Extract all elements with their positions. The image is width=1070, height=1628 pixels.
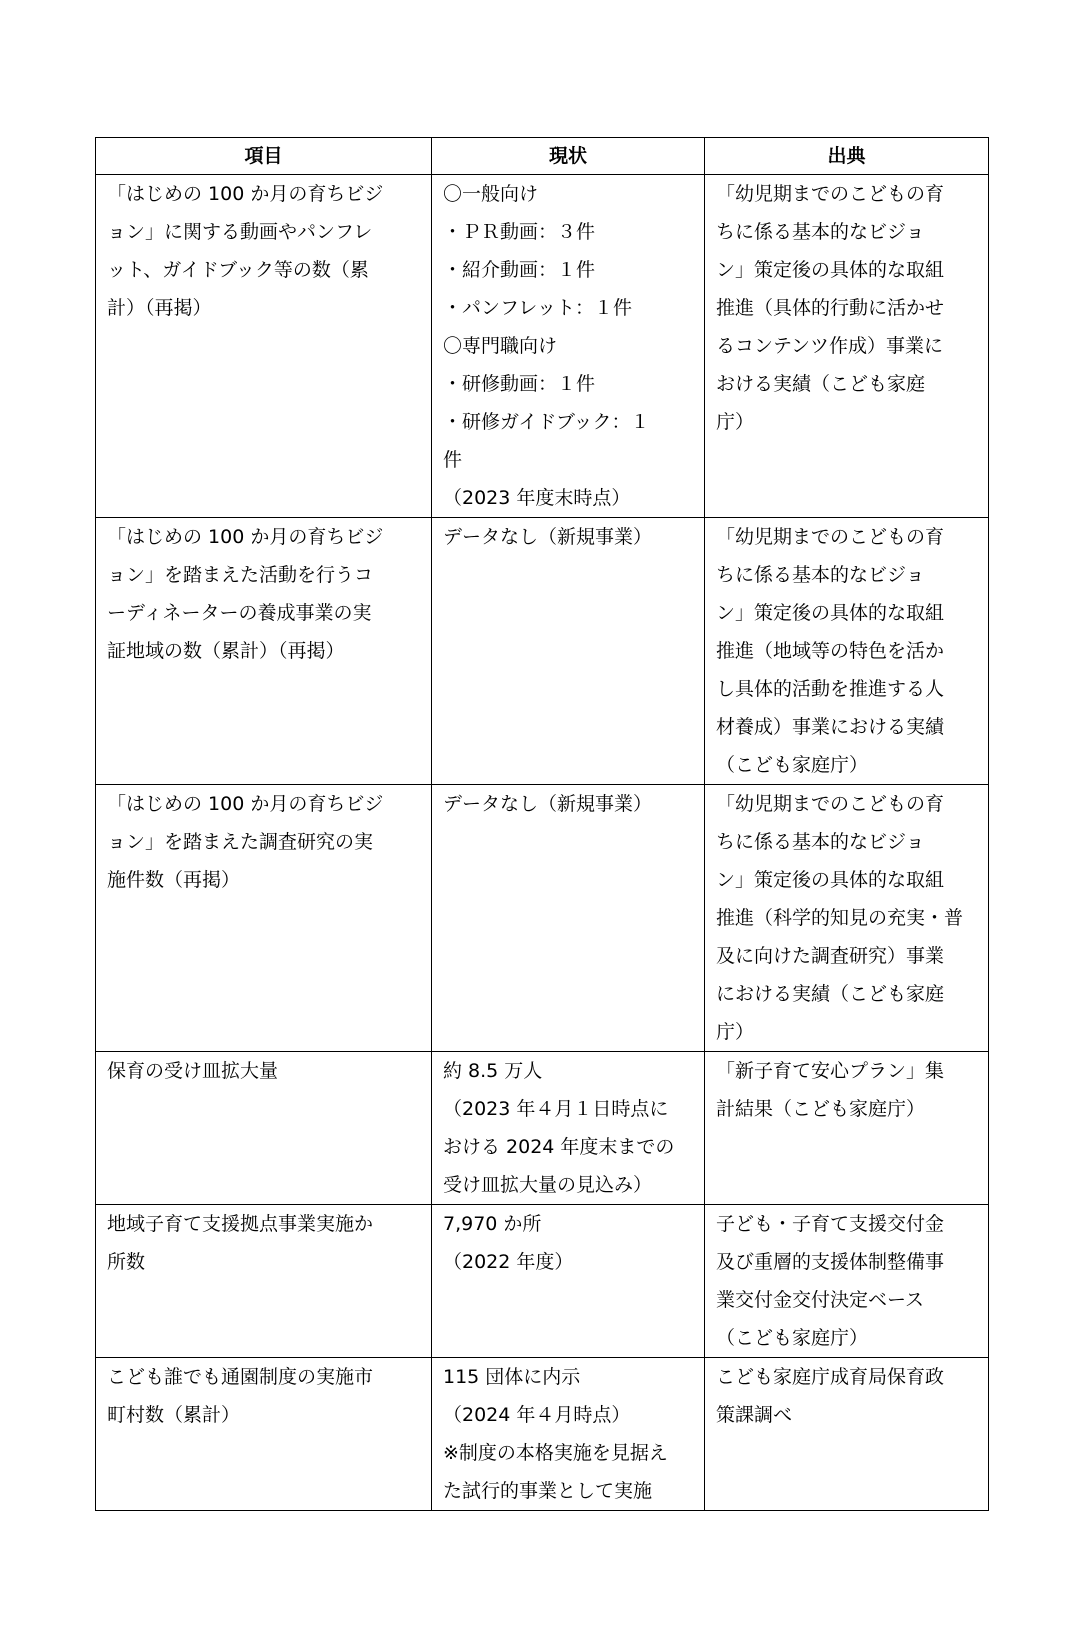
status-line: 115 団体に内示 (443, 1366, 581, 1388)
item-line: 施件数（再掲） (107, 869, 241, 891)
status-line: 7,970 か所 (443, 1213, 542, 1235)
source-cell (705, 175, 989, 518)
header-status: 現状 (432, 138, 705, 175)
item-cell (96, 175, 432, 518)
item-line: ョン」に関する動画やパンフレ (107, 221, 373, 243)
source-line: 「幼児期までのこどもの育 (716, 526, 945, 548)
status-cell (432, 175, 705, 518)
item-cell (96, 1205, 432, 1358)
item-line: 所数 (107, 1251, 146, 1273)
status-line: た試行的事業として実施 (443, 1480, 653, 1502)
status-line: データなし（新規事業） (443, 526, 653, 548)
status-line: 〇一般向け (443, 183, 539, 205)
source-line: ちに係る基本的なビジョ (716, 221, 925, 243)
status-line: 〇専門職向け (443, 335, 558, 357)
source-line: 「幼児期までのこどもの育 (716, 793, 945, 815)
source-line: 推進（地域等の特色を活か (716, 640, 945, 662)
source-cell (705, 1358, 989, 1511)
source-line: 「新子育て安心プラン」集 (716, 1060, 945, 1082)
source-line: ン」策定後の具体的な取組 (716, 259, 945, 281)
status-line: （2024 年４月時点） (443, 1404, 631, 1426)
status-line: おける 2024 年度末までの (443, 1136, 675, 1158)
source-line: ちに係る基本的なビジョ (716, 831, 925, 853)
source-line: おける実績（こども家庭 (716, 373, 926, 395)
status-line: （2023 年４月１日時点に (443, 1098, 669, 1120)
item-line: こども誰でも通園制度の実施市 (107, 1366, 374, 1388)
source-line: ちに係る基本的なビジョ (716, 564, 925, 586)
status-line: 約 8.5 万人 (443, 1060, 543, 1082)
status-line: ※制度の本格実施を見据え (443, 1442, 668, 1464)
header-item: 項目 (96, 138, 432, 175)
source-line: 子ども・子育て支援交付金 (716, 1213, 945, 1235)
item-line: 「はじめの 100 か月の育ちビジ (107, 183, 384, 205)
table-row (96, 175, 989, 518)
source-line: し具体的活動を推進する人 (716, 678, 945, 700)
source-line: こども家庭庁成育局保育政 (716, 1366, 945, 1388)
table-row (96, 785, 989, 1052)
table-row (96, 1052, 989, 1205)
item-line: 「はじめの 100 か月の育ちビジ (107, 526, 384, 548)
source-line: 推進（科学的知見の充実・普 (716, 907, 964, 929)
table-row (96, 518, 989, 785)
source-line: 庁） (716, 411, 755, 433)
source-line: ン」策定後の具体的な取組 (716, 602, 945, 624)
source-line: 計結果（こども家庭庁） (716, 1098, 926, 1120)
source-line: 業交付金交付決定ベース (716, 1289, 925, 1311)
status-line: 受け皿拡大量の見込み） (443, 1174, 653, 1196)
item-line: 証地域の数（累計）（再掲） (107, 640, 345, 662)
source-line: 「幼児期までのこどもの育 (716, 183, 945, 205)
source-cell (705, 1052, 989, 1205)
table-row (96, 1358, 989, 1511)
status-line: 件 (443, 449, 463, 471)
item-line: ット、ガイドブック等の数（累 (107, 259, 369, 281)
status-line: ・ＰＲ動画：３件 (443, 221, 596, 243)
source-line: ン」策定後の具体的な取組 (716, 869, 945, 891)
source-cell (705, 1205, 989, 1358)
source-line: 庁） (716, 1021, 755, 1043)
source-line: 策課調べ (716, 1404, 793, 1426)
source-line: 材養成）事業における実績 (716, 716, 945, 738)
item-line: 地域子育て支援拠点事業実施か (107, 1213, 374, 1235)
item-line: 「はじめの 100 か月の育ちビジ (107, 793, 384, 815)
table-header-row (96, 138, 989, 175)
source-line: 及び重層的支援体制整備事 (716, 1251, 945, 1273)
status-cell (432, 785, 705, 1052)
status-line: ・研修動画：１件 (443, 373, 596, 395)
source-line: における実績（こども家庭 (716, 983, 945, 1005)
status-cell (432, 1358, 705, 1511)
indicator-table (95, 137, 989, 1511)
status-line: データなし（新規事業） (443, 793, 653, 815)
status-line: （2022 年度） (443, 1251, 574, 1273)
status-line: ・紹介動画：１件 (443, 259, 596, 281)
item-line: 計）（再掲） (107, 297, 212, 319)
item-line: 保育の受け皿拡大量 (107, 1060, 279, 1082)
status-cell (432, 1205, 705, 1358)
status-line: （2023 年度末時点） (443, 487, 631, 509)
source-line: （こども家庭庁） (716, 754, 869, 776)
item-cell (96, 518, 432, 785)
source-line: るコンテンツ作成）事業に (716, 335, 944, 357)
item-cell (96, 1052, 432, 1205)
item-line: ョン」を踏まえた調査研究の実 (107, 831, 374, 853)
item-line: 町村数（累計） (107, 1404, 241, 1426)
status-cell (432, 518, 705, 785)
header-source: 出典 (705, 138, 989, 175)
source-line: （こども家庭庁） (716, 1327, 869, 1349)
source-cell (705, 785, 989, 1052)
item-cell (96, 785, 432, 1052)
source-line: 推進（具体的行動に活かせ (716, 297, 945, 319)
item-line: ーディネーターの養成事業の実 (107, 602, 372, 624)
source-line: 及に向けた調査研究）事業 (716, 945, 945, 967)
table-row (96, 1205, 989, 1358)
item-line: ョン」を踏まえた活動を行うコ (107, 564, 374, 586)
status-cell (432, 1052, 705, 1205)
source-cell (705, 518, 989, 785)
status-line: ・研修ガイドブック：１ (443, 411, 650, 433)
status-line: ・パンフレット：１件 (443, 297, 633, 319)
item-cell (96, 1358, 432, 1511)
